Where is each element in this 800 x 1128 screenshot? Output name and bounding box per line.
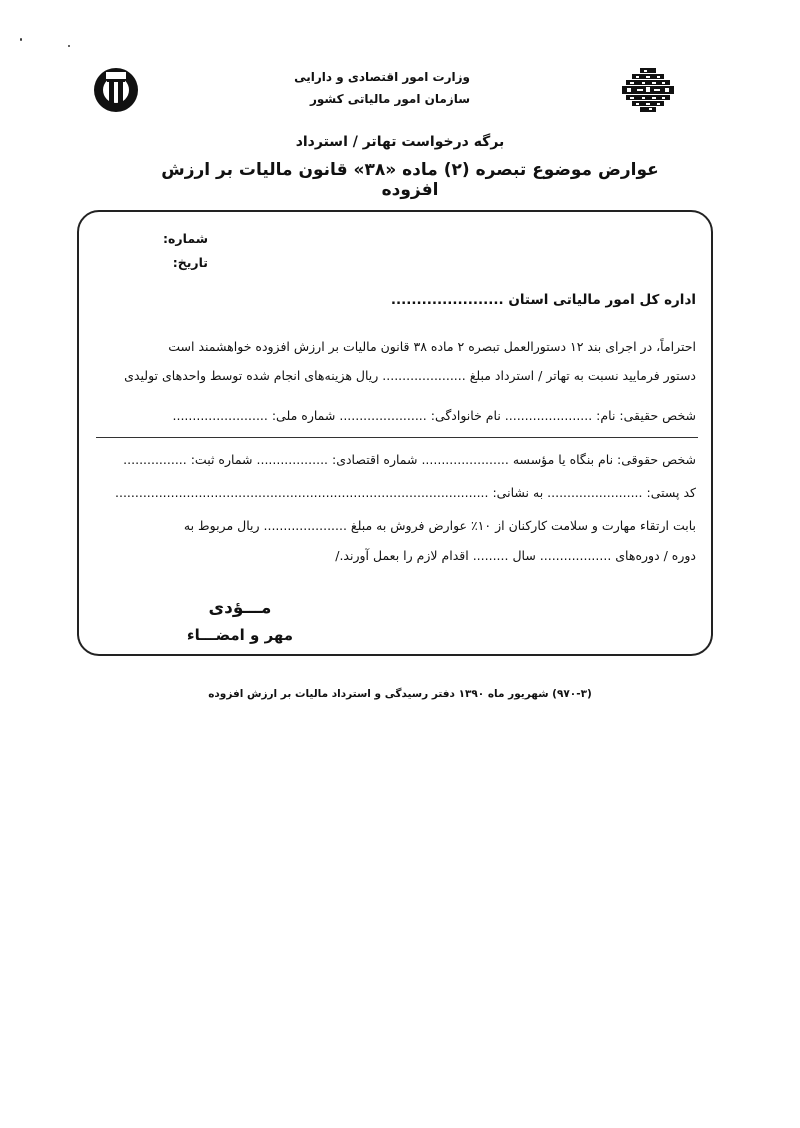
postal-code-line: کد پستی: ........................ به نشانی: .............................................................................................. [115, 485, 696, 500]
office-line: اداره کل امور مالیاتی استان ...................... [390, 292, 696, 308]
section-divider [96, 437, 698, 438]
legal-entity-line: شخص حقوقی: نام بنگاه یا مؤسسه ...................... شماره اقتصادی: .................. شماره ثبت: ................ [123, 452, 696, 467]
request-paragraph-line-3: بابت ارتقاء مهارت و سلامت کارکنان از ۱۰٪ عوارض فروش به مبلغ ..................... ریال مربوط به [183, 518, 696, 533]
ministry-name: وزارت امور اقتصادی و دارایی [294, 70, 470, 84]
footer-note: (۹۷۰-۳) شهریور ماه ۱۳۹۰ دفتر رسیدگی و استرداد مالیات بر ارزش افزوده [208, 688, 592, 700]
date-label: تاریخ: [172, 255, 208, 270]
taxpayer-label: مـــؤدی [208, 598, 272, 618]
form-frame [77, 210, 713, 656]
request-paragraph-line-1: احتراماً، در اجرای بند ۱۲ دستورالعمل تبصره ۲ ماده ۳۸ قانون مالیات بر ارزش افزوده خواهشمند است [168, 339, 696, 354]
request-paragraph-line-2: دستور فرمایید نسبت به تهاتر / استرداد مبلغ ..................... ریال هزینه‌های انجام شده توسط واحدهای تولیدی [124, 368, 696, 383]
tax-organization-emblem-icon [92, 66, 140, 114]
form-title: برگه درخواست تهاتر / استرداد [295, 134, 505, 150]
organization-name: سازمان امور مالیاتی کشور [309, 92, 470, 106]
scan-speck [68, 45, 70, 47]
ministry-emblem-icon [622, 68, 674, 112]
number-label: شماره: [163, 231, 208, 246]
individual-person-line: شخص حقیقی: نام: ...................... نام خانوادگی: ...................... شماره ملی: ........................ [172, 408, 696, 423]
seal-signature-label: مهر و امضـــاء [186, 626, 294, 644]
scan-speck [20, 38, 22, 41]
form-subtitle: عوارض موضوع تبصره (۲) ماده «۳۸» قانون مالیات بر ارزش افزوده [161, 160, 659, 200]
request-paragraph-line-4: دوره / دوره‌های .................. سال ......... اقدام لازم را بعمل آورند./ [335, 548, 696, 563]
